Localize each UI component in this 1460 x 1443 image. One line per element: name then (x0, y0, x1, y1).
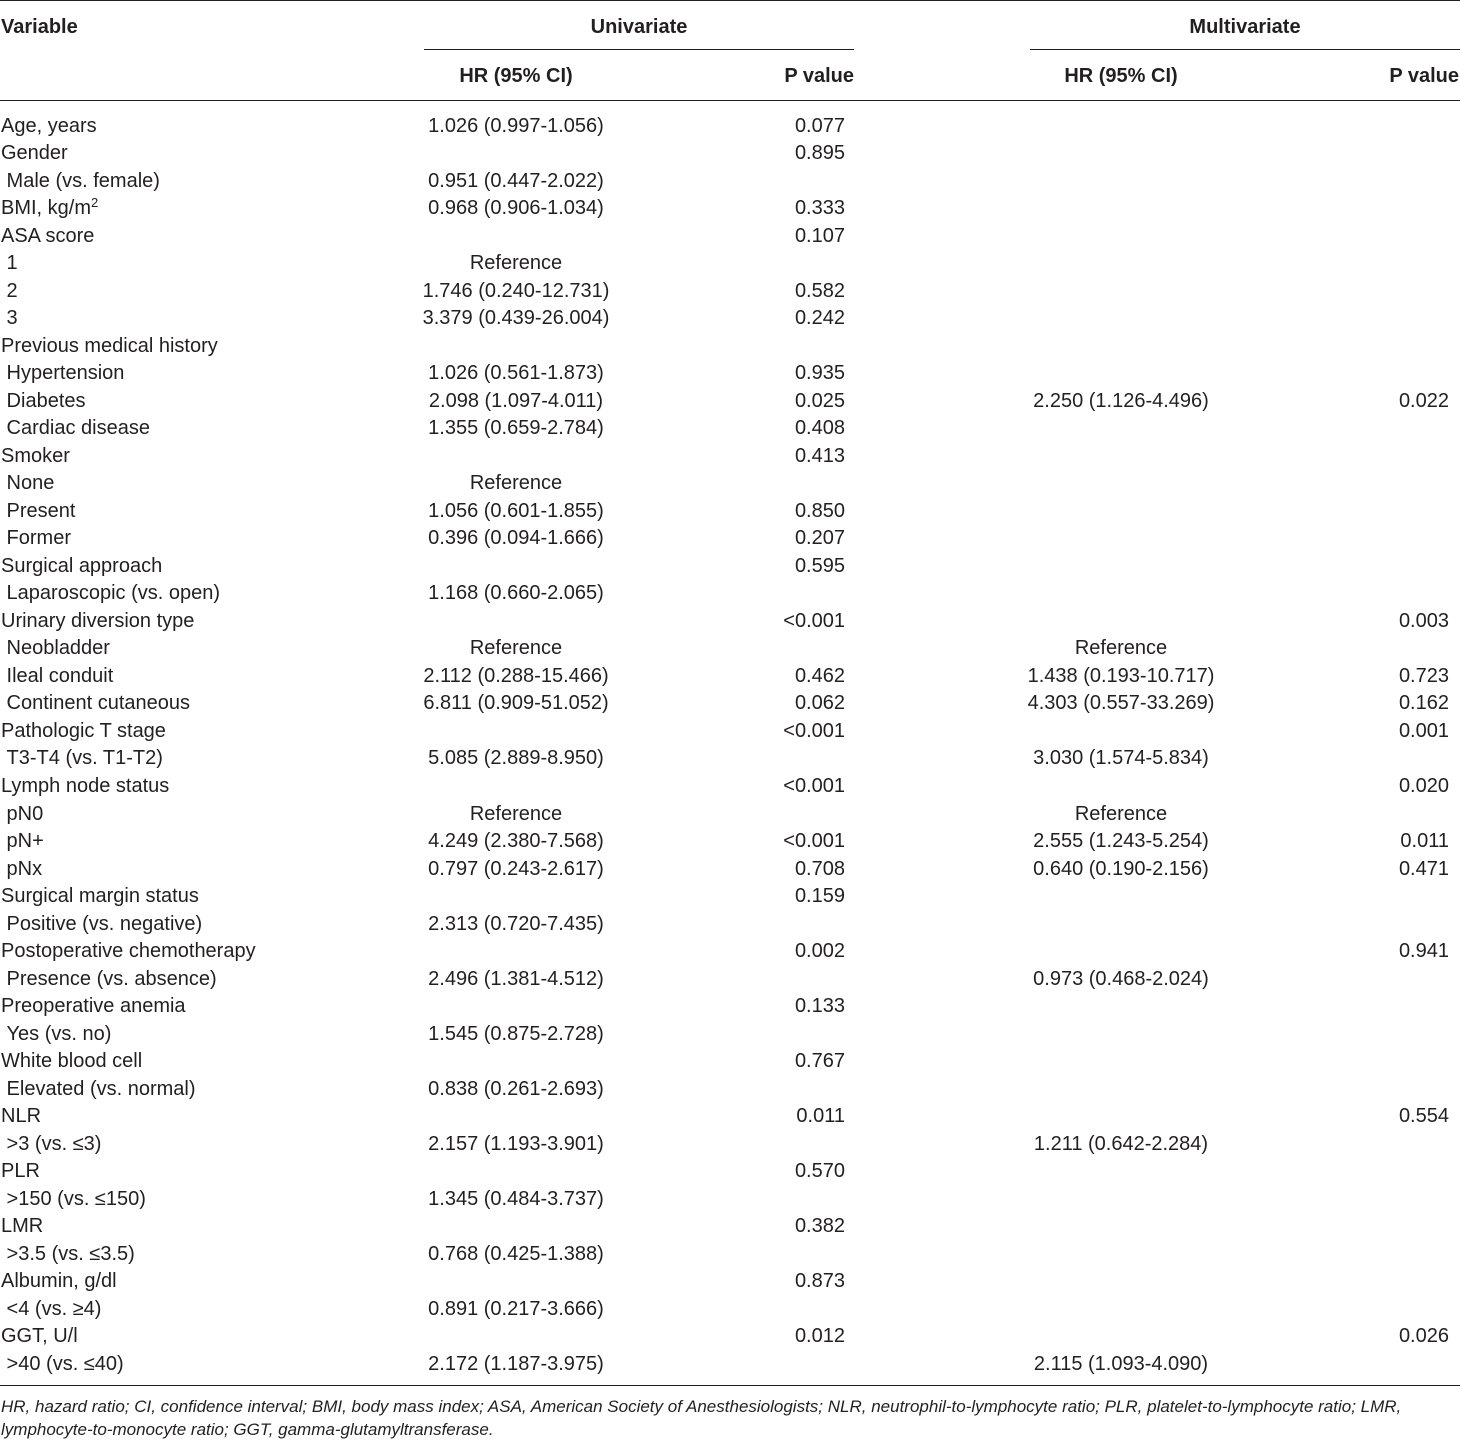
header-bottom-rule (0, 100, 1460, 101)
row-univariate-p: 0.895 (794, 142, 845, 164)
row-variable: Gender (1, 142, 68, 164)
row-univariate-p: 0.107 (794, 225, 845, 247)
row-variable: Presence (vs. absence) (1, 968, 217, 990)
row-multivariate-p: 0.162 (1398, 692, 1449, 714)
row-univariate-p: 0.025 (794, 390, 845, 412)
row-variable: Lymph node status (1, 775, 170, 797)
row-univariate-p: <0.001 (783, 720, 845, 742)
row-variable: pN+ (1, 830, 44, 852)
top-rule (0, 0, 1460, 1)
row-multivariate-p: 0.723 (1398, 665, 1449, 687)
row-univariate-hr: 1.026 (0.997-1.056) (428, 115, 604, 137)
row-univariate-p: 0.382 (794, 1215, 845, 1237)
row-multivariate-hr: Reference (1074, 637, 1168, 659)
row-variable: Male (vs. female) (1, 170, 160, 192)
row-variable: Diabetes (1, 390, 86, 412)
row-multivariate-hr: 3.030 (1.574-5.834) (1033, 747, 1209, 769)
row-multivariate-p: 0.003 (1398, 610, 1449, 632)
row-multivariate-hr: 0.973 (0.468-2.024) (1033, 968, 1209, 990)
row-multivariate-p: 0.020 (1398, 775, 1449, 797)
row-variable: 2 (1, 280, 18, 302)
row-multivariate-hr: 2.555 (1.243-5.254) (1033, 830, 1209, 852)
row-univariate-p: 0.002 (794, 940, 845, 962)
row-univariate-p: 0.413 (794, 445, 845, 467)
row-variable: Former (1, 527, 71, 549)
row-multivariate-hr: 1.438 (0.193-10.717) (1027, 665, 1215, 687)
row-univariate-hr: 1.345 (0.484-3.737) (428, 1188, 604, 1210)
row-variable: Ileal conduit (1, 665, 114, 687)
row-univariate-hr: 5.085 (2.889-8.950) (428, 747, 604, 769)
row-univariate-p: 0.767 (794, 1050, 845, 1072)
row-multivariate-p: 0.471 (1398, 858, 1449, 880)
row-univariate-hr: 1.026 (0.561-1.873) (428, 362, 604, 384)
row-univariate-hr: Reference (469, 252, 563, 274)
row-univariate-hr: 2.172 (1.187-3.975) (428, 1353, 604, 1375)
row-univariate-p: <0.001 (783, 830, 845, 852)
row-univariate-hr: 0.797 (0.243-2.617) (428, 858, 604, 880)
row-multivariate-hr: 0.640 (0.190-2.156) (1033, 858, 1209, 880)
row-variable: Smoker (1, 445, 70, 467)
row-variable: Laparoscopic (vs. open) (1, 582, 221, 604)
row-variable: pNx (1, 858, 43, 880)
row-variable: Positive (vs. negative) (1, 913, 203, 935)
row-univariate-hr: Reference (469, 472, 563, 494)
univariate-underline (424, 49, 854, 50)
row-univariate-p: 0.133 (794, 995, 845, 1017)
row-variable: PLR (1, 1160, 40, 1182)
header-multivariate: Multivariate (1189, 16, 1301, 38)
row-variable: 1 (1, 252, 18, 274)
row-univariate-p: 0.077 (794, 115, 845, 137)
header-univariate-hr: HR (95% CI) (459, 65, 573, 87)
header-multivariate-hr: HR (95% CI) (1064, 65, 1178, 87)
row-multivariate-hr: Reference (1074, 803, 1168, 825)
row-univariate-p: 0.333 (794, 197, 845, 219)
row-variable: NLR (1, 1105, 42, 1127)
row-univariate-hr: 1.355 (0.659-2.784) (428, 417, 604, 439)
row-variable: >3 (vs. ≤3) (1, 1133, 102, 1155)
row-multivariate-hr: 2.115 (1.093-4.090) (1033, 1353, 1209, 1375)
row-univariate-p: 0.408 (794, 417, 845, 439)
row-multivariate-hr: 1.211 (0.642-2.284) (1033, 1133, 1209, 1155)
row-univariate-hr: Reference (469, 803, 563, 825)
header-variable: Variable (1, 16, 78, 38)
row-variable: Elevated (vs. normal) (1, 1078, 196, 1100)
row-multivariate-p: 0.026 (1398, 1325, 1449, 1347)
header-multivariate-p: P value (1389, 65, 1459, 87)
table-footnote: HR, hazard ratio; CI, confidence interval; BMI, body mass index; ASA, American Society of Anesthesiologists; NLR, neutrophil-to-lymphocyte ratio; PLR, platelet-to-lymphocyte ratio; LMR, lymphocyte-to-monocyte ratio; GGT, gamma-glutamyltransferase. (1, 1397, 1402, 1439)
row-univariate-hr: 2.496 (1.381-4.512) (428, 968, 604, 990)
row-univariate-hr: 2.157 (1.193-3.901) (428, 1133, 604, 1155)
row-variable: Postoperative chemotherapy (1, 940, 256, 962)
row-variable: T3-T4 (vs. T1-T2) (1, 747, 163, 769)
row-variable: Preoperative anemia (1, 995, 186, 1017)
row-univariate-hr: 6.811 (0.909-51.052) (423, 692, 609, 714)
row-univariate-hr: 0.968 (0.906-1.034) (428, 197, 604, 219)
row-univariate-hr: 4.249 (2.380-7.568) (428, 830, 604, 852)
row-univariate-p: 0.935 (794, 362, 845, 384)
row-variable: >3.5 (vs. ≤3.5) (1, 1243, 135, 1265)
row-variable: LMR (1, 1215, 44, 1237)
row-variable: GGT, U/l (1, 1325, 78, 1347)
row-multivariate-hr: 4.303 (0.557-33.269) (1027, 692, 1215, 714)
row-variable: Albumin, g/dl (1, 1270, 117, 1292)
bottom-rule (0, 1385, 1460, 1386)
row-univariate-hr: 2.313 (0.720-7.435) (428, 913, 604, 935)
row-univariate-hr: 3.379 (0.439-26.004) (422, 307, 610, 329)
row-univariate-p: 0.011 (796, 1105, 845, 1127)
row-univariate-hr: Reference (469, 637, 563, 659)
row-multivariate-p: 0.941 (1398, 940, 1449, 962)
row-variable: Yes (vs. no) (1, 1023, 112, 1045)
row-variable: >150 (vs. ≤150) (1, 1188, 146, 1210)
row-multivariate-p: 0.554 (1398, 1105, 1449, 1127)
row-univariate-hr: 2.112 (0.288-15.466) (423, 665, 609, 687)
superscript: 2 (91, 195, 99, 210)
header-univariate: Univariate (590, 16, 688, 38)
row-univariate-hr: 0.891 (0.217-3.666) (428, 1298, 604, 1320)
row-univariate-p: 0.012 (794, 1325, 845, 1347)
row-variable: 3 (1, 307, 18, 329)
row-variable: >40 (vs. ≤40) (1, 1353, 124, 1375)
row-multivariate-p: 0.011 (1400, 830, 1449, 852)
row-univariate-hr: 0.838 (0.261-2.693) (428, 1078, 604, 1100)
row-univariate-p: 0.462 (794, 665, 845, 687)
row-variable: Urinary diversion type (1, 610, 195, 632)
row-univariate-p: 0.062 (794, 692, 845, 714)
row-multivariate-p: 0.022 (1398, 390, 1449, 412)
row-variable: Surgical margin status (1, 885, 199, 907)
row-univariate-hr: 2.098 (1.097-4.011) (428, 390, 604, 412)
row-univariate-p: 0.207 (794, 527, 845, 549)
row-variable: ASA score (1, 225, 95, 247)
row-univariate-hr: 1.168 (0.660-2.065) (428, 582, 604, 604)
row-variable: Hypertension (1, 362, 125, 384)
row-variable: Neobladder (1, 637, 110, 659)
row-univariate-hr: 1.746 (0.240-12.731) (422, 280, 610, 302)
row-univariate-p: <0.001 (783, 610, 845, 632)
row-variable: pN0 (1, 803, 44, 825)
row-variable: Age, years (1, 115, 97, 137)
row-univariate-hr: 1.056 (0.601-1.855) (428, 500, 604, 522)
row-univariate-p: <0.001 (783, 775, 845, 797)
row-variable: None (1, 472, 55, 494)
row-variable: Present (1, 500, 76, 522)
row-univariate-p: 0.582 (794, 280, 845, 302)
row-variable: Surgical approach (1, 555, 163, 577)
row-multivariate-hr: 2.250 (1.126-4.496) (1033, 390, 1209, 412)
row-univariate-hr: 1.545 (0.875-2.728) (428, 1023, 604, 1045)
row-univariate-p: 0.242 (794, 307, 845, 329)
row-univariate-p: 0.708 (794, 858, 845, 880)
row-variable: BMI, $kg/m^2$ (1, 195, 99, 219)
row-multivariate-p: 0.001 (1398, 720, 1449, 742)
row-univariate-hr: 0.768 (0.425-1.388) (428, 1243, 604, 1265)
row-variable: <4 (vs. ≥4) (1, 1298, 102, 1320)
row-univariate-p: 0.850 (794, 500, 845, 522)
row-variable: Continent cutaneous (1, 692, 191, 714)
row-univariate-p: 0.570 (794, 1160, 845, 1182)
row-variable: Cardiac disease (1, 417, 150, 439)
row-univariate-hr: 0.396 (0.094-1.666) (428, 527, 604, 549)
row-univariate-p: 0.873 (794, 1270, 845, 1292)
multivariate-underline (1030, 49, 1460, 50)
header-univariate-p: P value (784, 65, 854, 87)
row-univariate-hr: 0.951 (0.447-2.022) (428, 170, 604, 192)
row-univariate-p: 0.595 (794, 555, 845, 577)
row-univariate-p: 0.159 (794, 885, 845, 907)
row-variable: Previous medical history (1, 335, 218, 357)
row-variable: White blood cell (1, 1050, 143, 1072)
row-variable: Pathologic T stage (1, 720, 166, 742)
